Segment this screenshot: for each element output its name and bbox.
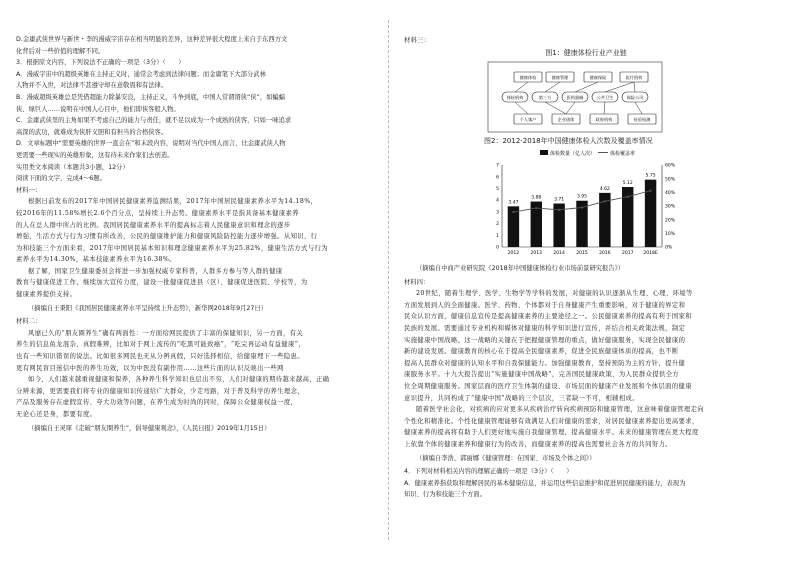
diagram-link <box>604 102 605 114</box>
left-line: 材料一： <box>16 186 42 194</box>
left-line: D.金庸武侠世界与新世・李的漫威宇宙存在相当明显的差异，这种差异很大程度上来自于东西方文 <box>16 36 288 43</box>
left-line: A．漫威宇宙中的超级英雄在主持正义时，通常会考虑到法律问题；而金庸笔下大部分武林 <box>16 70 266 78</box>
right-line: 新的建设发展。健康教育的核心在于提高全民健康素养，促进全民族健康体质的提高，也不断 <box>404 348 679 356</box>
left-line: 健康素养提供支持。 <box>16 291 77 299</box>
y-tick-right: 40% <box>665 190 676 196</box>
right-line: 民族的发展。需要通过专业机构和媒体对健康的科学知识进行宣传，并结合相关政策法规，制定 <box>404 324 686 332</box>
column-divider <box>388 20 389 540</box>
left-line: 如今，人们越来越重视健康和保养，各种养生科学知识也层出不穷，人们对健康的期待越来越高，正确 <box>28 376 330 384</box>
y-tick-left: 0 <box>496 245 499 251</box>
left-line: 阅读下面的文字，完成4～6题。 <box>16 175 106 183</box>
y-tick-left: 2 <box>496 222 499 228</box>
right-line: 20世纪，随着生理学、医学、生物学等学科的发展，对健康的认识逐渐从生理、心理、环境等 <box>416 290 693 298</box>
bar-data-label: 3.88 <box>531 195 542 201</box>
bar-data-label: 5.75 <box>645 173 656 179</box>
coverage-point <box>604 200 606 202</box>
y-tick-right: 60% <box>665 163 676 169</box>
right-line: 知识、行为和技能三个方面。 <box>404 491 486 499</box>
x-tick-label: 2017 <box>621 251 634 256</box>
y-tick-left: 3 <box>496 210 499 216</box>
left-line: 高深的武功，就难成为侠肝义胆和有担当的合格侠客。 <box>16 128 168 136</box>
right-line: 意识提升，共同构成了“健康中国”战略的三个层次，三者缺一不可，相辅相成。 <box>404 394 639 402</box>
bar-data-label: 3.71 <box>554 197 565 203</box>
diagram-link <box>575 82 598 92</box>
right-line: A．健康素养指获取和理解居民的基本健康信息，并运用这些信息维护和促进居民健康的能力，表现为 <box>404 479 686 487</box>
coverage-point <box>512 211 514 213</box>
legend-line-label: 体检覆盖率 <box>610 151 636 157</box>
chart-source: （摘编自中商产业研究院《2018年中国健康体检行业市场前景研究报告》） <box>416 265 625 272</box>
y-tick-right: 20% <box>665 218 676 224</box>
left-line: 根据日前发布的2017年中国居民健康素养监测结果，2017年中国居民健康素养水平为14.18%， <box>28 198 318 206</box>
diagram-node-label: 检验检测 <box>633 117 651 122</box>
x-tick-label: 2014 <box>553 251 565 256</box>
right-line: 个性化和精准化。个性化健康管理能够有效满足人们对健康的需求，对居民健康素养提出更高要求， <box>404 417 699 425</box>
left-line: 产品及服务存在虚假宣传、夸大功效等问题，在养生成为时尚的同时，保障公众健康权益一度， <box>16 399 298 407</box>
legend-bar-label: 体检数量（亿人次） <box>550 151 596 157</box>
left-line: 无论心还是身，都要有度。 <box>16 411 97 418</box>
right-line: （摘编自李浩、郭丽娜《健康管理：在国家、市场及个体之间》） <box>416 454 596 462</box>
y-tick-left: 7 <box>496 163 499 169</box>
diagram-node-label: 体检机构 <box>506 95 524 100</box>
bar-data-label: 3.95 <box>576 194 588 200</box>
bar-data-label: 4.62 <box>599 186 610 192</box>
diagram-link <box>515 82 528 92</box>
x-tick-label: 2018E <box>643 251 658 256</box>
diagram-node-label: 医疗机构 <box>625 75 643 80</box>
left-line: 的人在总人群中所占的比例。我国居民健康素养水平的提高标志着人民健康意识和理念的逐步 <box>16 221 291 229</box>
diagram-node-label: 健康体检 <box>519 75 537 80</box>
x-tick-label: 2012 <box>507 251 520 256</box>
diagram-link <box>515 102 528 114</box>
y-tick-right: 50% <box>665 177 676 183</box>
coverage-point <box>581 206 583 208</box>
left-line: 教育与健康促进工作，继续加大宣传力度，建设一批健康促进县（区）、健康促进医院、学校等，为 <box>16 279 308 287</box>
left-line: 实用类文本阅读（本题共3小题，12分） <box>16 163 129 171</box>
left-column <box>16 34 372 434</box>
left-line: （摘编自王灵犀《走破“朋友圈养生”，倡导健康观念》，《人民日报》2019年1月15日） <box>28 424 271 432</box>
bar-data-label: 3.47 <box>508 200 519 206</box>
y-tick-left: 6 <box>496 175 499 181</box>
y-tick-left: 4 <box>496 198 499 204</box>
y-tick-right: 30% <box>665 204 676 210</box>
left-line: 也有一些知识错误的说法。比如很多网民也无从分辨真假，只好选择相信，给健康埋下一些隐患。 <box>16 353 304 361</box>
diagram-node-label: 健康保险 <box>589 75 607 80</box>
left-line: 人物并不入世，对法律不甚遵守却在意敬畏和有法律。 <box>16 82 168 90</box>
right-line: 实施健康中国战略。这一战略的关键在于把握健康管理的重点，做好健康服务，实现全民健康的 <box>404 336 686 344</box>
right-line: 方面发展到人的全面健康。医学、药物、个体都对于自身健康产生重要影响，对于健康的界定和 <box>404 301 686 309</box>
coverage-point <box>627 196 629 198</box>
y-tick-left: 5 <box>496 187 499 193</box>
right-line: 随着医学社会化，对疾病的应对更多从疾病治疗转向疾病预防和健康管理，这意味着健康管理走向 <box>416 406 704 414</box>
diagram-node-label: 保险公司 <box>626 95 644 100</box>
diagram-link <box>635 102 642 114</box>
legend-bar-swatch <box>540 150 548 155</box>
right-line: 民众认识方面，健康信息宣传是提高健康素养的主要途径之一。公民健康素养的提高有利于国家和 <box>404 313 692 321</box>
x-tick-label: 2016 <box>599 251 611 256</box>
left-line: 更有网民盲目迷信中医的养生功效，以为中医没有副作用……这些片面的认识反映出一些网 <box>16 364 284 372</box>
right-column <box>404 34 768 501</box>
right-line: 上依靠个体的健康素养和健康行为的改善，而健康素养的提高也需要社会各方的共同努力。 <box>404 440 672 448</box>
right-line: 健康素养的提高将有助于人们更好地实施自我健康管理，提高健康水平。未来的健康管理在更大程度 <box>404 429 699 437</box>
left-line: 素养水平为14.30%，基本技能素养水平为16.38%。 <box>16 256 176 264</box>
right-line: 提高人民群众对健康的认知水平和自我保健能力。加强健康教育，坚持预防为主的方针，提升健 <box>404 359 686 367</box>
y-tick-right: 10% <box>665 231 676 237</box>
diagram-link <box>545 82 560 92</box>
left-line: 风靡已久的“朋友圈养生”确有两面性：一方面给网民提供了丰富的保健知识，另一方面，有关 <box>28 329 304 337</box>
left-line: 材料二： <box>16 318 42 326</box>
x-tick-label: 2015 <box>576 251 588 256</box>
figure-1-title: 图1：健康体检行业产业链 <box>545 49 627 57</box>
left-line: 增强，生活方式与行为习惯有所改善，公民的健康维护能力和健康风险防控能力逐步增强。从知识、行 <box>16 233 318 241</box>
left-line: 化背后对一些价值的理解不同。 <box>16 47 105 55</box>
diagram-node-label: 医药器械 <box>566 95 584 100</box>
figure-2-caption: 图2：2012-2018年中国健康体检人次数及覆盖率情况 <box>484 137 653 145</box>
bar-data-label: 5.12 <box>622 181 633 187</box>
diagram-link <box>566 102 575 114</box>
left-line: 侠、绿巨人……说明在中国人心目中，他们即侠客般人物。 <box>16 105 180 113</box>
diagram-node-label: 个人客户 <box>519 117 537 122</box>
diagram-node-label: 健康管理 <box>551 75 569 80</box>
diagram-link <box>634 82 635 92</box>
checkup-chart <box>476 147 686 263</box>
material-four-block <box>404 277 768 501</box>
diagram-link <box>545 102 566 114</box>
left-line: 分辨来源，更需要我们将专业的健康知识传递给广大群众，少走弯路，对于普及科学的养生理念， <box>16 387 304 395</box>
left-line: （摘编自王秉阳《我国居民健康素养水平呈持续上升态势》，新华网2018年9月27日） <box>28 304 267 312</box>
right-line: 材料四： <box>404 278 430 286</box>
left-line: 更需要一些现实的英雄形象，这有待未来作家们去创造。 <box>16 151 174 159</box>
left-line: C．金庸武侠里的主角如果不考虑自己的能力与责任，就不足以成为一个成熟的侠客，只如一味追求 <box>16 117 292 125</box>
x-tick-label: 2013 <box>530 251 543 256</box>
left-line: 据了解，国家卫生健康委员会将进一步加强权威专家科普，人群多方参与等人群的健康 <box>28 267 283 275</box>
left-line: 为和技能三个方面来看，2017年中国居民基本知识和理念健康素养水平为25.82%，健康生活方式与行为 <box>16 244 328 252</box>
coverage-point <box>535 207 537 209</box>
right-line: 位全周期健康服务。国家层面的医疗卫生体制的建设、市场层面的健康产业发展和个体层面的健康 <box>404 382 692 390</box>
left-line: B．漫威超级英雄总是凭借超能力除暴安良，主持正义，斗争到底，中国人常谓谓侠“侠”，如蝙蝠 <box>16 93 286 101</box>
diagram-node-label: 政府机构 <box>595 117 613 122</box>
industry-chain-diagram <box>484 58 666 136</box>
diagram-node-label: 第三方 <box>538 95 552 100</box>
diagram-node-label: 企业团体 <box>557 117 575 122</box>
left-line: 3．根据原文内容，下列说法不正确的一项是（3分）（ ） <box>16 59 185 67</box>
coverage-point <box>649 190 651 192</box>
left-line: D．文章标题中“需要英雄的世界一直会在”和末段内容，说明对当代中国人而言，比金庸武侠人物 <box>16 140 286 148</box>
right-line: 4．下列对材料相关内容的理解正确的一项是（3分）（ ） <box>404 468 573 476</box>
coverage-point <box>558 209 560 211</box>
diagram-link <box>605 82 634 92</box>
left-line: 较2016年的11.58%增长2.6个百分点，呈持续上升态势。健康素养水平是指具备基本健康素养 <box>16 209 299 217</box>
left-line: 养生的信息鱼龙混杂，真假难辨，比如对于网上流传的“吃黑可能致癌”，“吃完再运动有益健康”， <box>16 341 306 349</box>
material-three-label: 材料三： <box>404 36 430 44</box>
y-tick-right: 0% <box>665 245 673 251</box>
right-line: 康服务水平。十九大报告提出“实施健康中国战略”，完善国民健康政策，为人民群众提供全方 <box>404 371 680 379</box>
y-tick-left: 1 <box>496 233 499 239</box>
diagram-node-label: 公共卫生 <box>596 95 614 100</box>
